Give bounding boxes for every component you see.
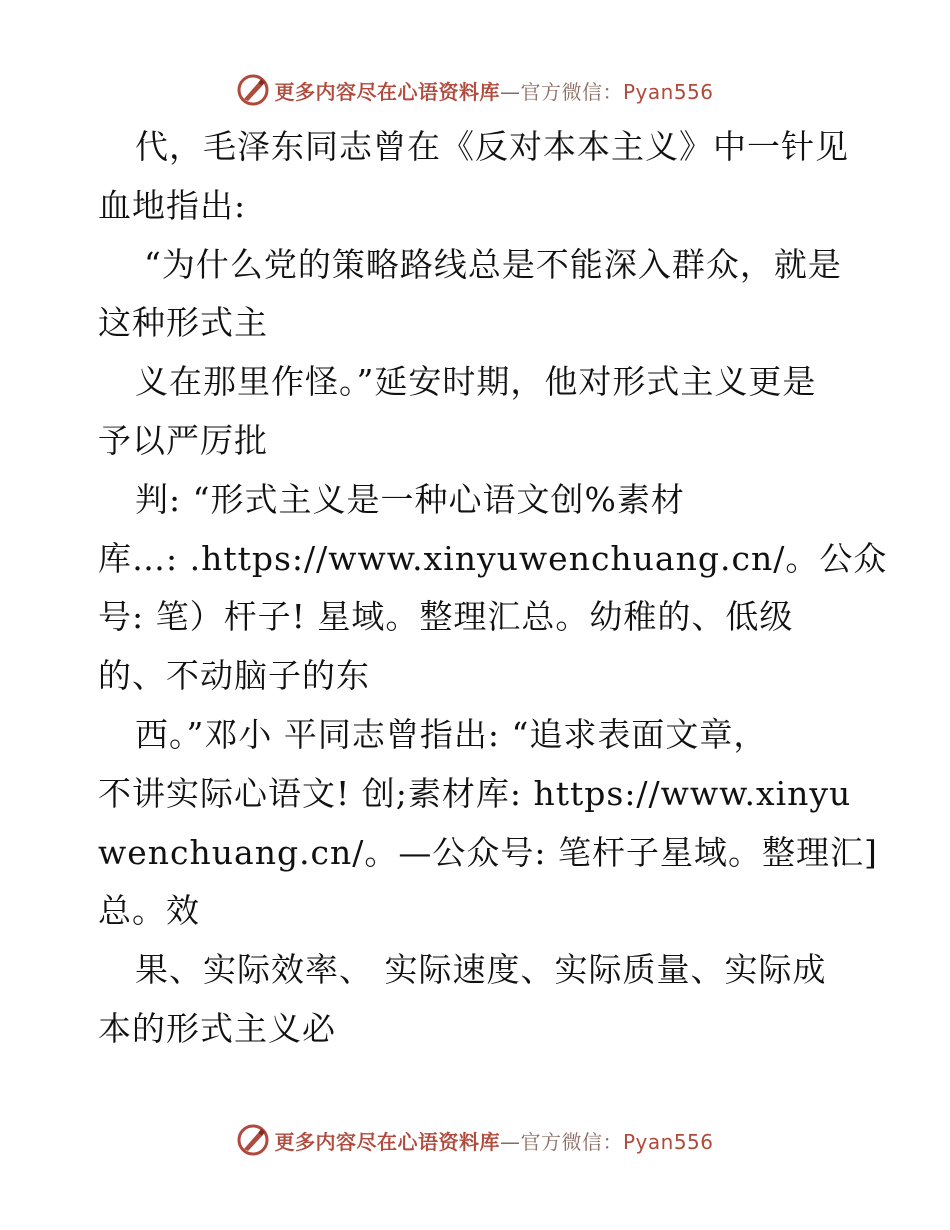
text-line-14: 总。效 bbox=[98, 891, 200, 931]
header-watermark bbox=[0, 70, 950, 110]
header-watermark-text: 更多内容尽在心语资料库—官方微信：Pyan556 bbox=[274, 79, 714, 104]
footer-watermark-text: 更多内容尽在心语资料库—官方微信：Pyan556 bbox=[274, 1129, 714, 1154]
text-line-15: 果、实际效率、 实际速度、实际质量、实际成 bbox=[135, 950, 827, 990]
footer-watermark bbox=[0, 1120, 950, 1160]
text-line-13: wenchuang.cn/。—公众号: 笔杆子星域。整理汇] bbox=[98, 832, 878, 872]
pen-logo-icon bbox=[236, 1123, 270, 1157]
document-body bbox=[98, 118, 888, 1059]
pen-logo-icon bbox=[236, 73, 270, 107]
text-line-7: 判: “形式主义是一种心语文创%素材 bbox=[135, 479, 685, 519]
text-line-3: “为什么党的策略路线总是不能深入群众，就是 bbox=[144, 244, 842, 284]
text-line-16: 本的形式主义必 bbox=[98, 1008, 336, 1048]
text-line-9: 号: 笔）杆子! 星域。整理汇总。幼稚的、低级 bbox=[98, 597, 794, 637]
text-line-8: 库…: .https://www.xinyuwenchuang.cn/。公众 bbox=[98, 538, 888, 578]
text-line-10: 的、不动脑子的东 bbox=[98, 656, 370, 696]
text-line-4: 这种形式主 bbox=[98, 303, 268, 343]
text-line-11: 西。”邓小 平同志曾指出: “追求表面文章， bbox=[135, 714, 768, 754]
text-line-6: 予以严厉批 bbox=[98, 420, 268, 460]
text-line-1: 代，毛泽东同志曾在《反对本本主义》中一针见 bbox=[135, 127, 849, 166]
text-line-2: 血地指出: bbox=[98, 185, 247, 225]
text-line-12: 不讲实际心语文! 创;素材库: https://www.xinyu bbox=[98, 773, 852, 813]
text-line-5: 义在那里作怪。”延安时期，他对形式主义更是 bbox=[135, 362, 817, 402]
